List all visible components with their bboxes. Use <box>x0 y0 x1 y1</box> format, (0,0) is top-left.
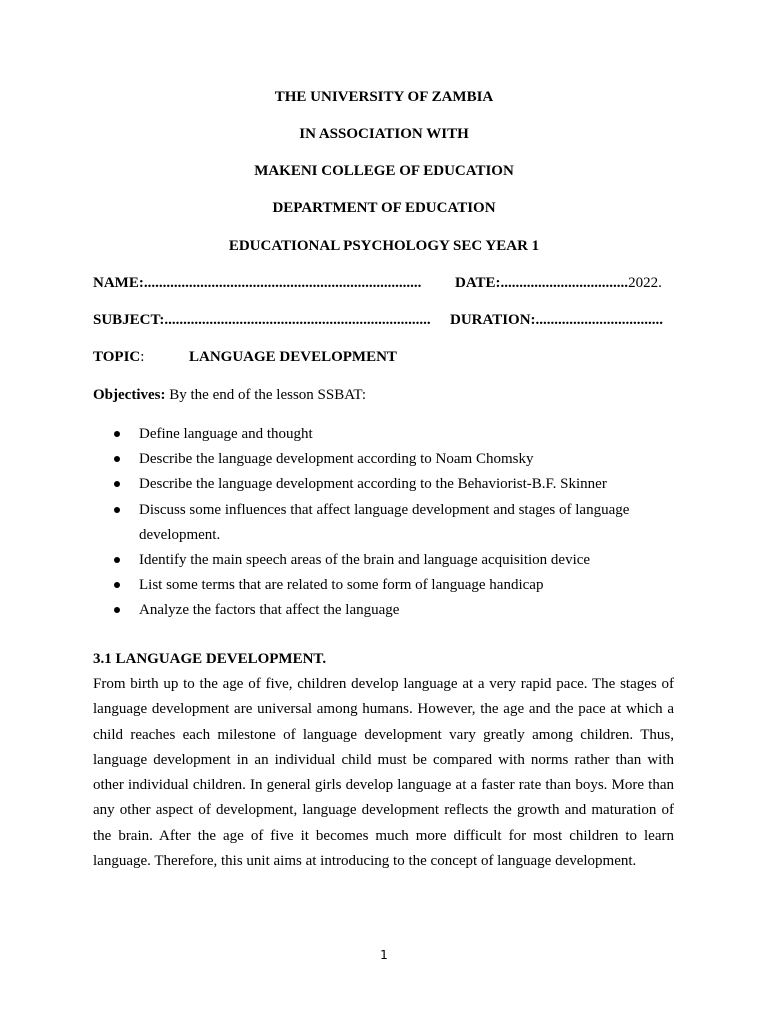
bullet-icon <box>114 456 120 462</box>
bullet-icon <box>114 582 120 588</box>
duration-field: DURATION:.................................. <box>450 312 664 328</box>
bullet-icon <box>114 431 120 437</box>
header-association: IN ASSOCIATION WITH <box>299 126 469 142</box>
section-body: From birth up to the age of five, children develop language at a very rapid pace. The stages of language development are universal among humans. However, the age and the pace at which a child reaches each milestone of language development vary greatly among children. Thus, language development in an individual child must be compared with norms rather than with other individual children. In general girls develop language at a faster rate than boys. More than any other aspect of development, language development reflects the growth and maturation of the brain. After the age of five it becomes much more difficult for most children to learn language. Therefore, this unit aims at introducing to the concept of language development. <box>93 676 674 870</box>
list-item: Discuss some influences that affect language development and stages of language development. <box>93 498 675 548</box>
objectives-intro <box>93 386 675 404</box>
date-field: DATE:.................................. <box>455 275 629 291</box>
list-item: Define language and thought <box>93 422 675 447</box>
list-item: Describe the language development according to Noam Chomsky <box>93 447 675 472</box>
bullet-icon <box>114 607 120 613</box>
list-item: Analyze the factors that affect the language <box>93 598 675 623</box>
list-item: List some terms that are related to some form of language handicap <box>93 573 675 598</box>
list-item: Identify the main speech areas of the brain and language acquisition device <box>93 548 675 573</box>
header-course: EDUCATIONAL PSYCHOLOGY SEC YEAR 1 <box>228 238 540 254</box>
objectives-label: Objectives: <box>93 387 166 403</box>
list-item: Describe the language development according to the Behaviorist-B.F. Skinner <box>93 472 675 497</box>
subject-duration-row <box>93 311 675 329</box>
topic-row <box>93 348 675 366</box>
name-date-row <box>93 274 675 292</box>
page-number: 1 <box>380 948 388 962</box>
bullet-icon <box>114 507 120 513</box>
header-university: THE UNIVERSITY OF ZAMBIA <box>274 89 494 105</box>
date-year: 2022. <box>628 275 662 291</box>
bullet-icon <box>114 557 120 563</box>
topic-colon: : <box>140 349 145 365</box>
topic-label: TOPIC <box>93 349 141 365</box>
bullet-icon <box>114 481 120 487</box>
topic-value: LANGUAGE DEVELOPMENT <box>189 349 397 365</box>
objectives-list <box>93 422 675 624</box>
section-heading: 3.1 LANGUAGE DEVELOPMENT. <box>93 651 327 667</box>
objectives-text: By the end of the lesson SSBAT: <box>165 387 366 403</box>
subject-field: SUBJECT:....................................................................... <box>93 312 431 328</box>
name-field: NAME:.......................................................................... <box>93 275 422 291</box>
header-college: MAKENI COLLEGE OF EDUCATION <box>254 163 514 179</box>
header-department: DEPARTMENT OF EDUCATION <box>272 200 496 216</box>
